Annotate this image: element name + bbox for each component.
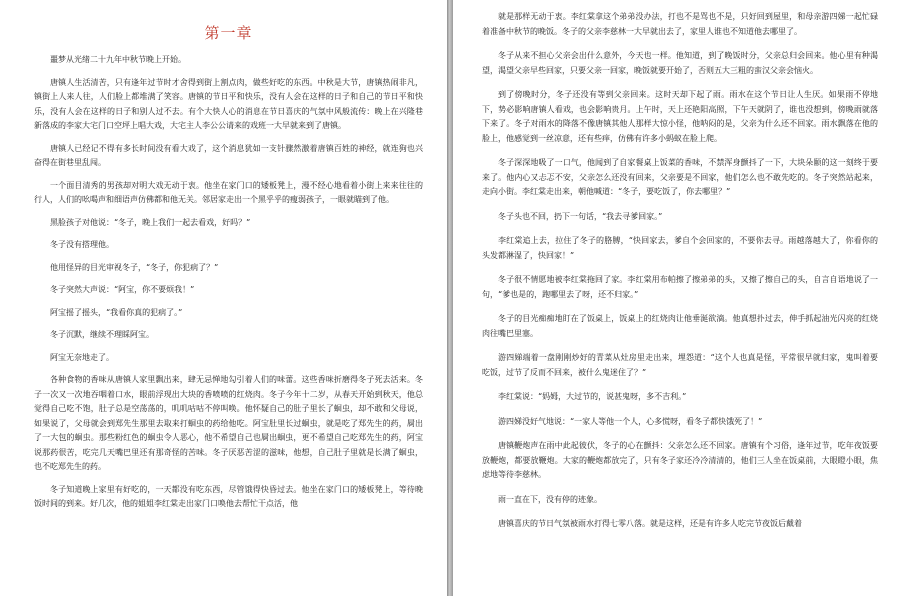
right-page	[453, 0, 900, 596]
paragraph: 唐镇鞭炮声在雨中此起彼伏，冬子的心在颤抖：父亲怎么还不回家。唐镇有个习俗，逢年过节，吃年夜饭要放鞭炮，都要放鞭炮。大家的鞭炮都放完了，只有冬子家还冷冷清清的，他们三人坐在饭桌前，大眼瞪小眼，焦虑地等待李慈林。	[482, 441, 878, 479]
paragraph: 唐镇喜庆的节日气氛被雨水打得七零八落。就是这样，还是有许多人吃完节夜饭后戴着	[498, 519, 802, 528]
paragraph: 李红棠说：“妈姆，大过节的，说甚鬼呀，多不吉利。”	[498, 392, 687, 401]
chapter-title: 第一章	[204, 24, 253, 42]
paragraph: 阿宝摇了摇头，“我看你真的犯病了。”	[50, 307, 183, 317]
paragraph: 冬子头也不回，扔下一句话，“我去寻爹回家。”	[498, 211, 663, 221]
paragraph: 他用怪异的目光审视冬子，“冬子，你犯病了？”	[50, 262, 219, 272]
paragraph: 各种食物的香味从唐镇人家里飘出来，肆无忌惮地勾引着人们的味蕾。这些香味折磨得冬子死去活来。冬子一次又一次地吞咽着口水，眼前浮现出大块的香喷喷的红烧肉。冬子今年十二岁，从春天开始到秋天，他总觉得自己吃不饱，肚子总是空荡荡的，叽叽咕咕不停叫唤。他怀疑自己的肚子里长了蛔虫，却不敢和父母说，如果说了，父母就会到郑先生那里去取来打蛔虫的药给他吃。阿宝肚里长过蛔虫，就是吃了郑先生的药，屙出了一大包的蛔虫。那些粉红色的蛔虫令人恶心，他不希望自己也屙出蛔虫，更不希望自己吃郑先生的药，阿宝说那药很苦，吃完几天嘴巴里还有那奇怪的苦味。冬子厌恶苦涩的滋味，他想，自己肚子里就是长满了蛔虫，也不吃郑先生的药。	[34, 375, 423, 471]
paragraph: 阿宝无奈地走了。	[50, 352, 114, 362]
paragraph: 黑脸孩子对他说：“冬子，晚上我们一起去看戏，好吗？”	[50, 217, 251, 227]
paragraph: 冬子深深地吸了一口气，他闻到了自家餐桌上饭菜的香味，不禁浑身颤抖了一下，大块朵颐的这一刻终于要来了。他内心又忐忑不安，父亲怎么还没有回来，父亲要是不回家，他们怎么也不敢先吃的。冬子突然站起来，走向小街。李红棠走出来，朝他喊道：“冬子，要吃饭了，你去哪里？”	[482, 158, 878, 196]
paragraph: 冬子知道晚上家里有好吃的，一天都没有吃东西，尽管饿得快昏过去。他坐在家门口的矮板凳上，等待晚饭时间的到来。好几次，他的姐姐李红棠走出家门口唤他去帮忙干点活，他	[34, 484, 423, 508]
right-page-body	[482, 10, 878, 532]
paragraph: 唐镇人已经记不得有多长时间没有看大戏了，这个消息犹如一支针骤然激着唐镇百姓的神经，就连狗也兴奋得在街巷里乱闯。	[34, 143, 423, 167]
paragraph: 游四娣端着一盘刚刚炒好的青菜从灶房里走出来，埋怨道：“这个人也真是怪，平常很早就归家，鬼叫着要吃饭，过节了反而不回来，被什么鬼迷住了？”	[482, 353, 878, 377]
left-page	[0, 0, 447, 596]
paragraph: 就是那样无动于衷。李红棠拿这个弟弟没办法，打也不是骂也不是，只好回到屋里，和母亲游四娣一起忙碌着准备中秋节的晚饭。冬子的父亲李慈林一大早就出去了，家里人谁也不知道他去哪里了。	[482, 12, 878, 36]
paragraph: 冬子突然大声说：“阿宝，你不要烦我！”	[50, 285, 195, 294]
paragraph: 李红棠追上去，拉住了冬子的胳膊，“快回家去，爹自个会回家的，不要你去寻。雨越落越大了，你看你的头发都淋湿了，快回家！”	[482, 236, 878, 260]
paragraph: 一个面目清秀的男孩却对明大戏无动于衷。他坐在家门口的矮板凳上，漫不经心地看着小街上来来往往的行人，人们的吆喝声和细语声仿佛都和他无关。邻居家走出一个黑乎乎的瘦弱孩子，一眼就瞄到了他。	[34, 180, 423, 204]
paragraph: 冬子沉默，继续不理睬阿宝。	[50, 330, 154, 339]
paragraph: 冬子的目光痴痴地盯在了饭桌上，饭桌上的红烧肉让他垂涎欲滴。他真想扑过去，伸手抓起油光闪亮的红烧肉往嘴巴里塞。	[482, 314, 878, 338]
paragraph: 冬子没有搭理他。	[50, 240, 114, 249]
paragraph: 冬子从来不担心父亲会出什么意外，今天也一样。他知道，到了晚饭时分，父亲总归会回来。他心里有种渴望，渴望父亲早些回家，只要父亲一回家，晚饭就要开始了，否则五大三粗的蛮汉父亲会恼火。	[482, 51, 878, 75]
paragraph: 到了傍晚时分，冬子还没有等到父亲回来。这时天却下起了雨。雨水在这个节日让人生厌。如果雨不停地下，势必影响唐镇人看戏，也会影响贵月。上午时，天上还艳阳高照，下午天就阴了，谁也没想到，傍晚雨就落下来了。冬子对雨水的降落不像唐镇其他人那样大惊小怪，他呐闷的是，父亲为什么还不回家。雨水飘落在他的脸上，他感觉到一丝凉意，还有些痒，仿佛有许多小蚂蚁在脸上爬。	[482, 90, 878, 143]
paragraph: 游四娣没好气地说：“一家人等他一个人，心多慌呀，看冬子都快饿死了！”	[498, 416, 763, 426]
paragraph: 唐镇人生活清苦，只有逢年过节时才舍得到街上割点肉，做些好吃的东西。中秋是大节，唐镇热闹非凡，镇街上人来人往，人们脸上都堆满了笑容。唐镇的节日平和快乐，没有人会在这样的日子和自己的节日平和快乐，没有人会在这样的日子和别人过不去。有个大快人心的消息在节日喜庆的气氛中风般流传：晚上在兴隆巷新落成的李家大宅门口空坪上唱大戏，大宅主人李公公请来的戏班一大早就来到了唐镇。	[34, 77, 423, 130]
paragraph: 冬子很不情愿地被李红棠拖回了家。李红棠用布帕擦了擦弟弟的头，又擦了擦自己的头，自言自语地说了一句，“爹也是的，跑哪里去了呀，还不归家。”	[482, 275, 878, 299]
paragraph: 雨一直在下，没有停的迹象。	[498, 494, 602, 504]
left-page-body	[34, 53, 423, 512]
paragraph: 噩梦从光绪二十九年中秋节晚上开始。	[50, 55, 186, 64]
